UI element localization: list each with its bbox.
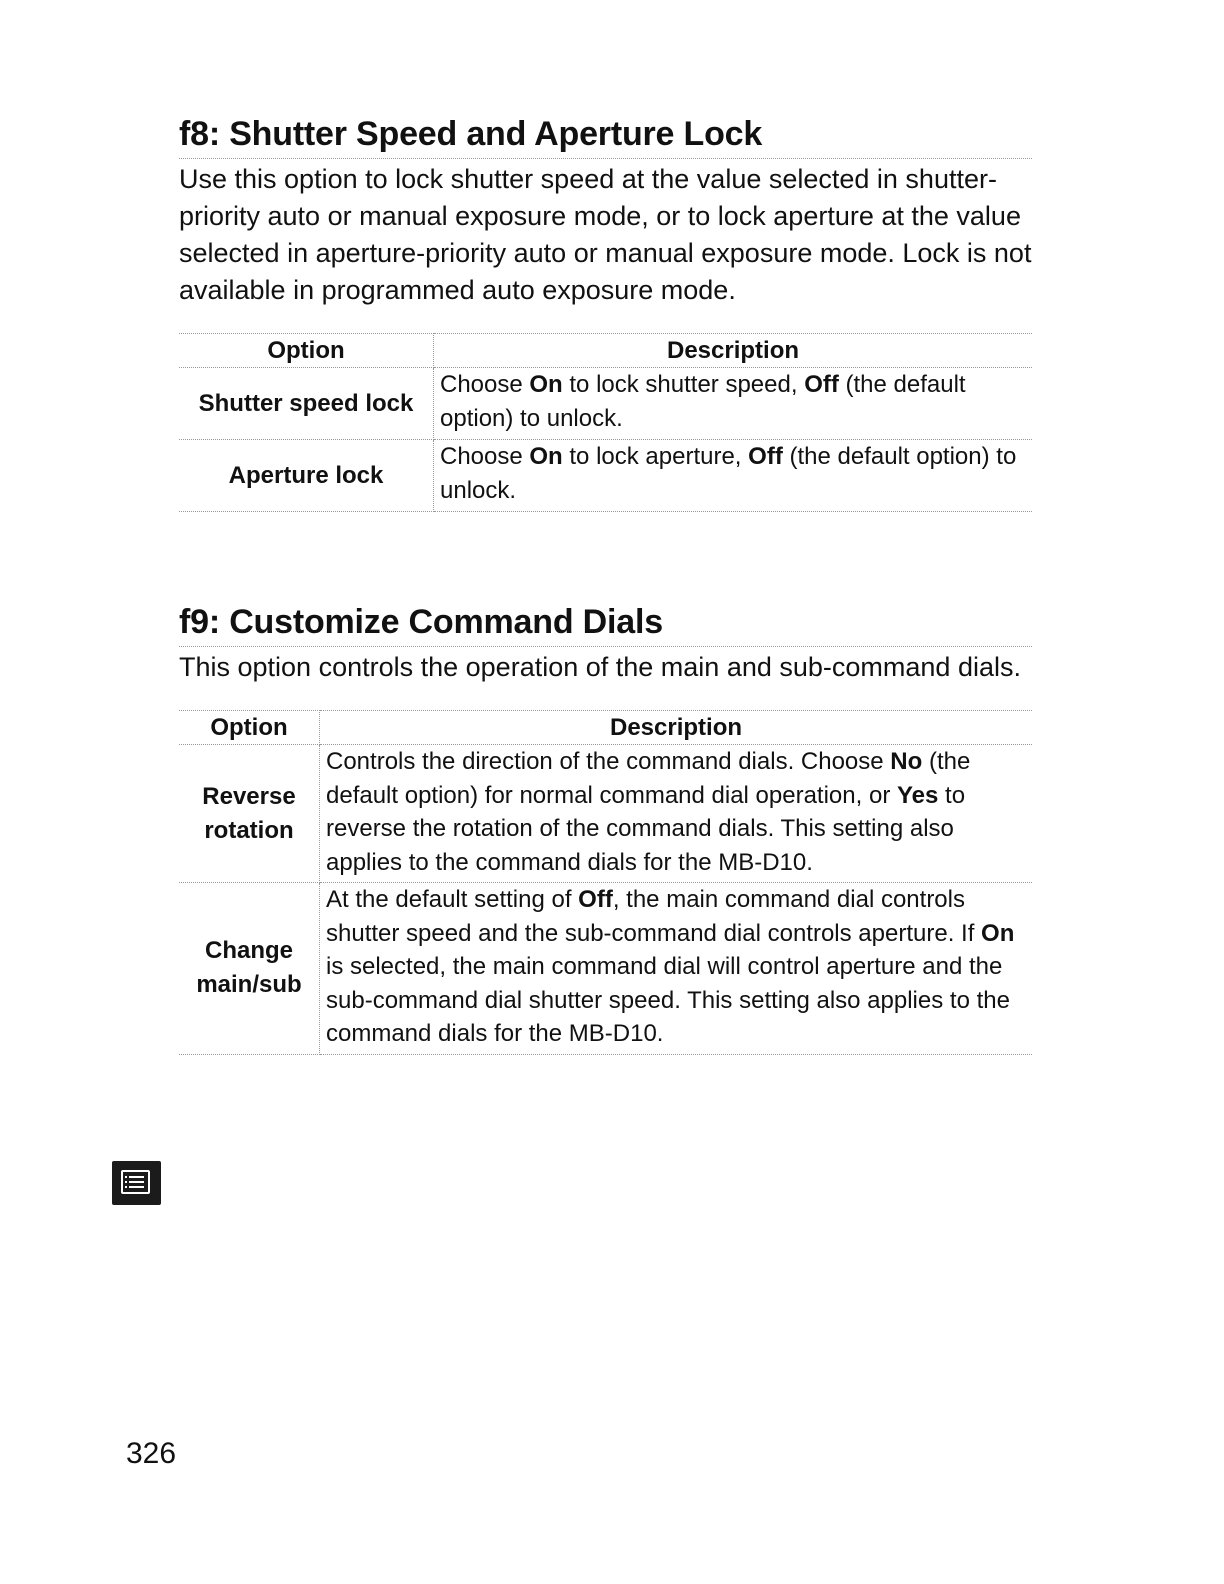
option-cell: Aperture lock <box>179 440 434 512</box>
desc-text: , the main command dial controls shutter speed and the sub-command dial controls aperture. If <box>326 886 982 947</box>
description-cell <box>434 440 1033 512</box>
desc-text: (the default option) to unlock. <box>440 443 1017 504</box>
section-title: f9: Customize Command Dials <box>179 600 1032 647</box>
section-intro: This option controls the operation of the main and sub-command dials. <box>179 652 1021 682</box>
options-table <box>179 710 1032 1055</box>
desc-text: to lock aperture, <box>562 443 749 470</box>
desc-text: Controls the direction of the command dials. Choose <box>326 748 891 775</box>
header-description: Description <box>320 711 1033 745</box>
desc-bold: Off <box>804 371 839 398</box>
header-option: Option <box>179 334 434 368</box>
table-header-row <box>179 711 1032 745</box>
description-cell <box>320 883 1033 1055</box>
desc-text: to lock shutter speed, <box>562 371 805 398</box>
desc-bold: Yes <box>896 781 939 809</box>
section-f8 <box>179 112 1032 512</box>
table-row <box>179 745 1032 883</box>
desc-text: (the default option) to unlock. <box>440 371 966 432</box>
custom-settings-menu-icon <box>112 1161 161 1205</box>
option-cell: Reverse rotation <box>179 745 320 883</box>
desc-bold: Off <box>578 886 613 913</box>
desc-text: to reverse the rotation of the command dials. This setting also applies to the command dials for the MB-D10. <box>326 781 966 876</box>
header-option: Option <box>179 711 320 745</box>
desc-bold: On <box>529 443 563 470</box>
desc-bold: No <box>890 748 923 775</box>
description-cell <box>434 368 1033 440</box>
section-intro: Use this option to lock shutter speed at the value selected in shutter-priority auto or manual exposure mode, or to lock aperture at the value selected in aperture-priority auto or manual exposure mode. Lock is not available in programmed auto exposure mode. <box>179 164 1032 305</box>
desc-bold: Off <box>748 443 783 470</box>
desc-text: is selected, the main command dial will control aperture and the sub-command dial shutter speed. This setting also applies to the command dials for the MB-D10. <box>326 953 1010 1047</box>
desc-text: Choose <box>440 371 530 398</box>
desc-text: (the default option) for normal command dial operation, or <box>326 748 971 809</box>
desc-bold: On <box>981 919 1015 947</box>
table-row <box>179 440 1032 512</box>
section-f9 <box>179 600 1032 1055</box>
menu-icon-frame <box>121 1170 150 1194</box>
page-number: 326 <box>126 1437 177 1470</box>
table-row <box>179 883 1032 1055</box>
desc-text: At the default setting of <box>326 886 579 913</box>
section-title: f8: Shutter Speed and Aperture Lock <box>179 112 1032 159</box>
options-table <box>179 333 1032 512</box>
table-header-row <box>179 334 1032 368</box>
header-description: Description <box>434 334 1033 368</box>
option-cell: Change main/sub <box>179 883 320 1055</box>
option-cell: Shutter speed lock <box>179 368 434 440</box>
desc-bold: On <box>529 371 563 398</box>
table-row <box>179 368 1032 440</box>
desc-text: Choose <box>440 443 530 470</box>
description-cell <box>320 745 1033 883</box>
